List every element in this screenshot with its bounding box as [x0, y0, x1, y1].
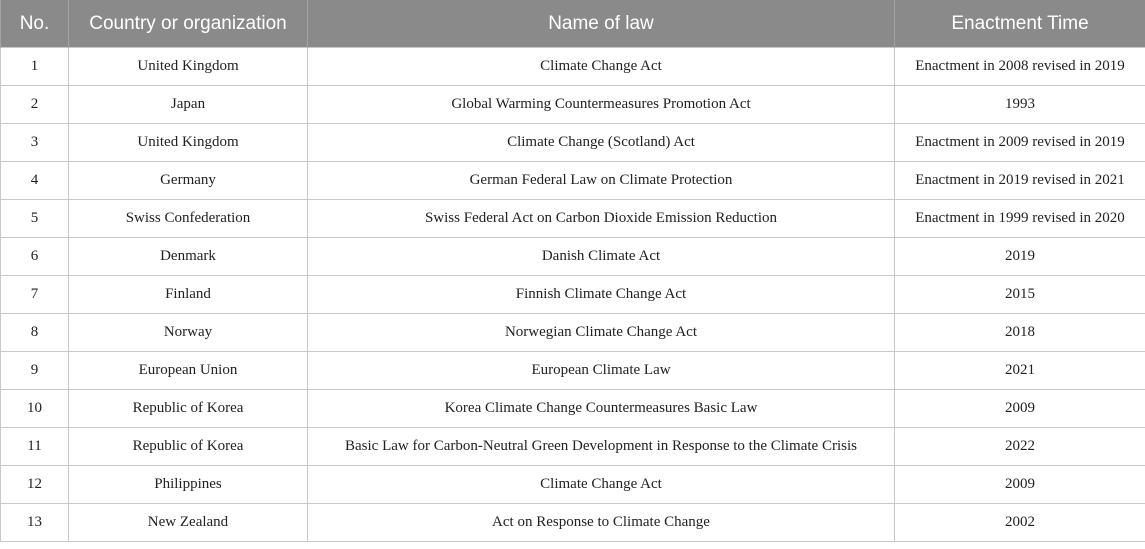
- cell-enactment-time: 2018: [895, 314, 1145, 352]
- cell-law-name: Swiss Federal Act on Carbon Dioxide Emission Reduction: [308, 200, 895, 238]
- cell-law-name: Global Warming Countermeasures Promotion Act: [308, 86, 895, 124]
- cell-enactment-time: 2009: [895, 390, 1145, 428]
- cell-no: 6: [1, 238, 69, 276]
- cell-law-name: Act on Response to Climate Change: [308, 504, 895, 542]
- cell-enactment-time: 2021: [895, 352, 1145, 390]
- cell-enactment-time: Enactment in 2009 revised in 2019: [895, 124, 1145, 162]
- cell-enactment-time: 2015: [895, 276, 1145, 314]
- table-row: [1, 276, 1145, 314]
- cell-law-name: European Climate Law: [308, 352, 895, 390]
- cell-country: Japan: [69, 86, 308, 124]
- cell-no: 2: [1, 86, 69, 124]
- cell-country: United Kingdom: [69, 48, 308, 86]
- cell-country: Philippines: [69, 466, 308, 504]
- cell-no: 7: [1, 276, 69, 314]
- cell-law-name: Climate Change Act: [308, 48, 895, 86]
- cell-country: Republic of Korea: [69, 428, 308, 466]
- cell-country: United Kingdom: [69, 124, 308, 162]
- cell-no: 13: [1, 504, 69, 542]
- cell-enactment-time: 2002: [895, 504, 1145, 542]
- cell-no: 9: [1, 352, 69, 390]
- cell-law-name: Finnish Climate Change Act: [308, 276, 895, 314]
- cell-no: 4: [1, 162, 69, 200]
- cell-country: Finland: [69, 276, 308, 314]
- table-row: [1, 238, 1145, 276]
- table-row: [1, 162, 1145, 200]
- cell-country: European Union: [69, 352, 308, 390]
- header-country: Country or organization: [69, 0, 308, 48]
- table-row: [1, 390, 1145, 428]
- cell-law-name: Climate Change (Scotland) Act: [308, 124, 895, 162]
- table-row: [1, 314, 1145, 352]
- cell-no: 5: [1, 200, 69, 238]
- cell-country: Germany: [69, 162, 308, 200]
- cell-country: Republic of Korea: [69, 390, 308, 428]
- table-row: [1, 466, 1145, 504]
- cell-country: Denmark: [69, 238, 308, 276]
- cell-country: New Zealand: [69, 504, 308, 542]
- cell-enactment-time: Enactment in 1999 revised in 2020: [895, 200, 1145, 238]
- header-law-name: Name of law: [308, 0, 895, 48]
- table-row: [1, 428, 1145, 466]
- cell-enactment-time: 2019: [895, 238, 1145, 276]
- cell-no: 3: [1, 124, 69, 162]
- table-row: [1, 48, 1145, 86]
- header-enactment-time: Enactment Time: [895, 0, 1145, 48]
- cell-enactment-time: 2022: [895, 428, 1145, 466]
- cell-law-name: Danish Climate Act: [308, 238, 895, 276]
- cell-no: 11: [1, 428, 69, 466]
- cell-country: Swiss Confederation: [69, 200, 308, 238]
- cell-law-name: Basic Law for Carbon-Neutral Green Development in Response to the Climate Crisis: [308, 428, 895, 466]
- table-row: [1, 124, 1145, 162]
- header-no: No.: [1, 0, 69, 48]
- cell-no: 8: [1, 314, 69, 352]
- cell-no: 10: [1, 390, 69, 428]
- table-header: [1, 0, 1145, 48]
- table-row: [1, 200, 1145, 238]
- cell-no: 1: [1, 48, 69, 86]
- table-row: [1, 352, 1145, 390]
- cell-law-name: German Federal Law on Climate Protection: [308, 162, 895, 200]
- table-row: [1, 504, 1145, 542]
- cell-enactment-time: 2009: [895, 466, 1145, 504]
- cell-law-name: Climate Change Act: [308, 466, 895, 504]
- cell-country: Norway: [69, 314, 308, 352]
- cell-law-name: Korea Climate Change Countermeasures Basic Law: [308, 390, 895, 428]
- cell-enactment-time: 1993: [895, 86, 1145, 124]
- cell-no: 12: [1, 466, 69, 504]
- table-body: [1, 48, 1145, 542]
- header-row: [1, 0, 1145, 48]
- cell-law-name: Norwegian Climate Change Act: [308, 314, 895, 352]
- table-row: [1, 86, 1145, 124]
- cell-enactment-time: Enactment in 2019 revised in 2021: [895, 162, 1145, 200]
- cell-enactment-time: Enactment in 2008 revised in 2019: [895, 48, 1145, 86]
